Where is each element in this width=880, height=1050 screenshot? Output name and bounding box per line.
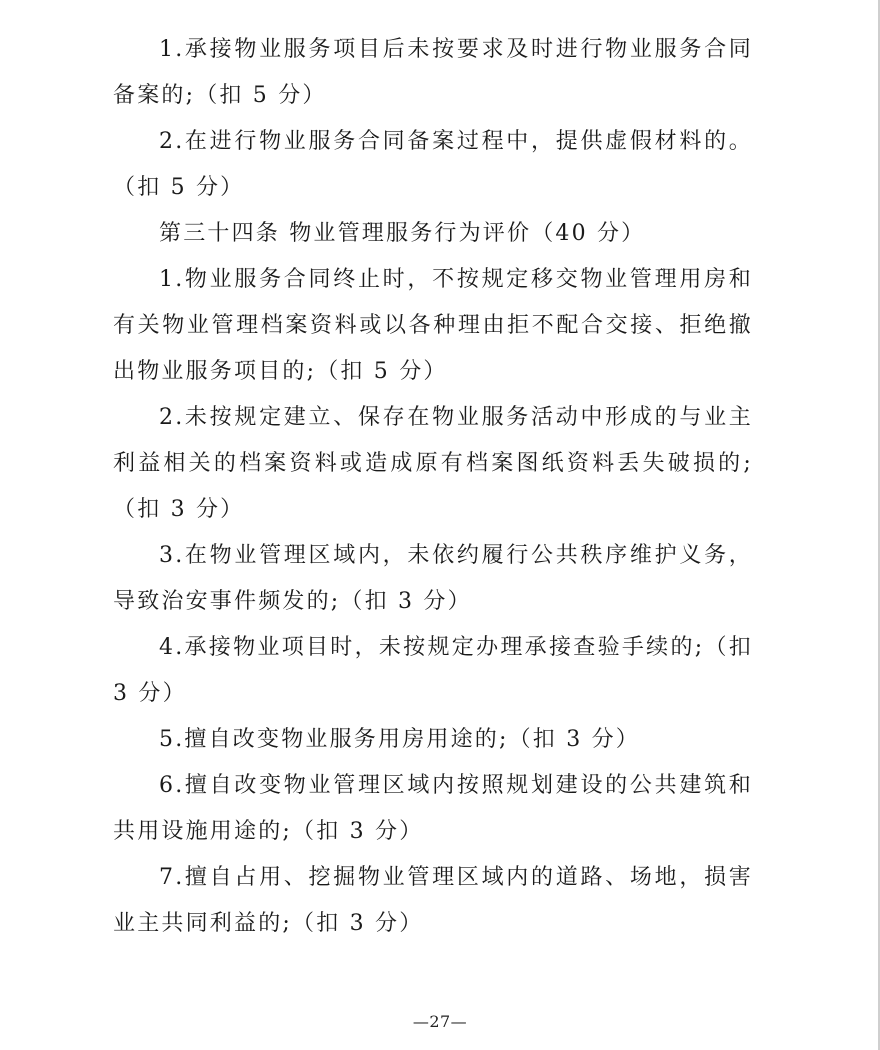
paragraph-item-2-archives: 2.未按规定建立、保存在物业服务活动中形成的与业主利益相关的档案资料或造成原有档案图纸资料丢失破损的;（扣 3 分） bbox=[113, 405, 753, 522]
paragraph-item-1-handover: 1.物业服务合同终止时，不按规定移交物业管理用房和有关物业管理档案资料或以各种理由拒不配合交接、拒绝撤出物业服务项目的;（扣 5 分） bbox=[113, 267, 753, 384]
document-body bbox=[113, 27, 753, 947]
paragraph-item-7-roads: 7.擅自占用、挖掘物业管理区域内的道路、场地，损害业主共同利益的;（扣 3 分） bbox=[113, 865, 753, 936]
paragraph-item-5-room-use: 5.擅自改变物业服务用房用途的;（扣 3 分） bbox=[159, 727, 640, 752]
paragraph-item-2-false-materials: 2.在进行物业服务合同备案过程中，提供虚假材料的。（扣 5 分） bbox=[113, 129, 753, 200]
page-number: —27— bbox=[412, 1012, 468, 1031]
paragraph-item-6-facility-use: 6.擅自改变物业管理区域内按照规划建设的公共建筑和共用设施用途的;（扣 3 分） bbox=[113, 773, 753, 844]
paragraph-item-4-inspection: 4.承接物业项目时，未按规定办理承接查验手续的;（扣 3 分） bbox=[113, 635, 753, 706]
article-34-heading: 第三十四条 物业管理服务行为评价（40 分） bbox=[159, 221, 646, 246]
paragraph-item-1-filing: 1.承接物业服务项目后未按要求及时进行物业服务合同备案的;（扣 5 分） bbox=[113, 37, 753, 108]
paragraph-item-3-public-order: 3.在物业管理区域内，未依约履行公共秩序维护义务，导致治安事件频发的;（扣 3 分） bbox=[113, 543, 753, 614]
